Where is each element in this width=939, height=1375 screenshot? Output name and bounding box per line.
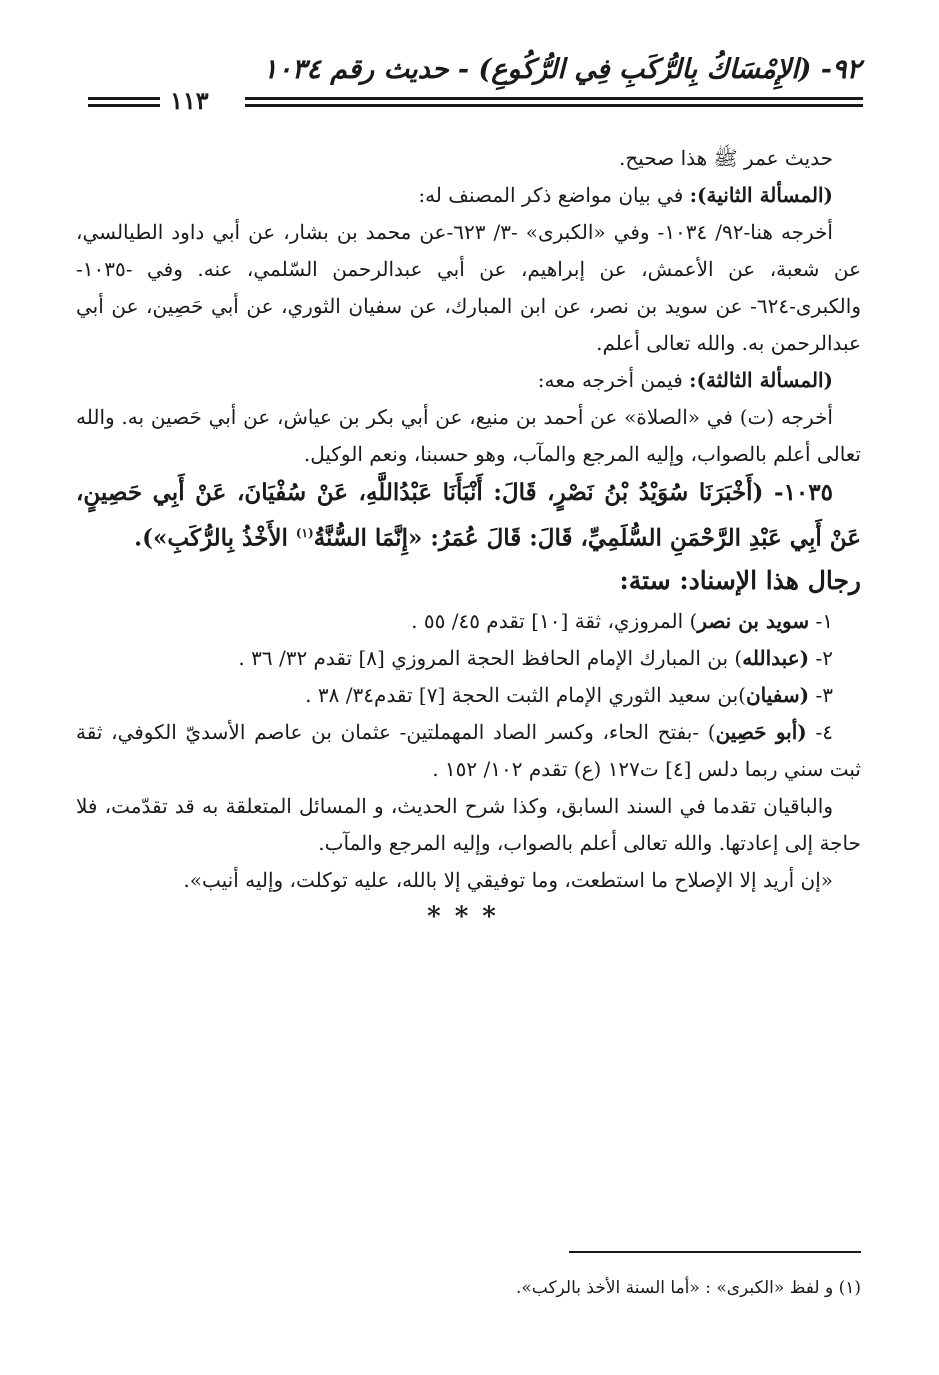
paragraph: أخرجه هنا-٩٢/ ١٠٣٤- وفي «الكبرى» -٣/ ٦٢٣-عن محمد بن بشار، عن أبي داود الطيالسي، عن شعبة، عن الأعمش، عن إبراهيم، عن أبي عبدالرحمن السّلمي، عنه. وفي -١٠٣٥- والكبرى-٦٢٤- عن سويد بن نصر، عن ابن المبارك، عن سفيان الثوري، عن أبي حَصِين، عن أبي عبدالرحمن به. والله تعالى أعلم. [76,220,861,355]
main-text [76,140,861,936]
hadith-text: ١٠٣٥- (أَخْبَرَنَا سُوَيْدُ بْنُ نَصْرٍ، قَالَ: أَنْبَأَنَا عَبْدُاللَّهِ، عَنْ سُفْيَانَ، عَنْ أَبِي حَصِينٍ، عَنْ أَبِي عَبْدِ الرَّحْمَنِ السُّلَمِيِّ، قَالَ: قَالَ عُمَرُ: «إِنَّمَا السُّنَّةُ$^{(١)}$ الأَخْذُ بِالرُّكَبِ»). [76,479,861,552]
page-number: ١١٣ [170,86,209,115]
header-rule-left-bottom [88,104,160,107]
footnote-rule [569,1251,861,1253]
paragraph: (المسألة الثانية): في بيان مواضع ذكر المصنف له: [418,183,833,207]
paragraph: (المسألة الثالثة): فيمن أخرجه معه: [537,368,833,392]
header-rule-right-top [245,97,863,100]
issue-label: (المسألة الثانية): [689,183,833,207]
section-separator: *** [427,901,510,932]
closing-quote: «إن أريد إلا الإصلاح ما استطعت، وما توفيقي إلا بالله، عليه توكلت، وإليه أنيب». [183,867,833,892]
narrators-heading: رجال هذا الإسناد: ستة: [619,565,861,595]
narrator-item: ٤- (أبو حَصِين) -بفتح الحاء، وكسر الصاد المهملتين- عثمان بن عاصم الأسديّ الكوفي، ثقة ثبت سني ربما دلس [٤] ت١٢٧ (ع) تقدم ١٠٢/ ١٥٢ . [76,719,861,781]
header-rule-right-bottom [245,104,863,107]
chapter-header: ٩٢- (الإِمْسَاكُ بِالرُّكَبِ فِي الرُّكُوعِ) - حديث رقم ١٠٣٤ [262,54,861,85]
closing-paragraph: والباقيان تقدما في السند السابق، وكذا شرح الحديث، و المسائل المتعلقة به قد تقدّمت، فلا حاجة إلى إعادتها. والله تعالى أعلم بالصواب، وإليه المرجع والمآب. [76,793,861,855]
header-rule-left-top [88,97,160,100]
issue-label: (المسألة الثالثة): [689,368,833,392]
paragraph: حديث عمر ﷺ هذا صحيح. [619,146,833,170]
narrator-item: ٣- (سفيان)بن سعيد الثوري الإمام الثبت الحجة [٧] تقدم٣٤/ ٣٨ . [305,682,833,707]
narrator-item: ٢- (عبدالله) بن المبارك الإمام الحافظ الحجة المروزي [٨] تقدم ٣٢/ ٣٦ . [238,645,833,670]
paragraph: أخرجه (ت) في «الصلاة» عن أحمد بن منيع، عن أبي بكر بن عياش، عن أبي حَصين به. والله تعالى أعلم بالصواب، وإليه المرجع والمآب، وهو حسبنا، ونعم الوكيل. [76,405,861,466]
footnote: (١) و لفظ «الكبرى» : «أما السنة الأخذ بالركب». [515,1278,861,1298]
footnote-marker: (١) [295,526,314,540]
narrator-item: ١- سويد بن نصر) المروزي، ثقة [١٠] تقدم ٤٥/ ٥٥ . [411,608,833,633]
